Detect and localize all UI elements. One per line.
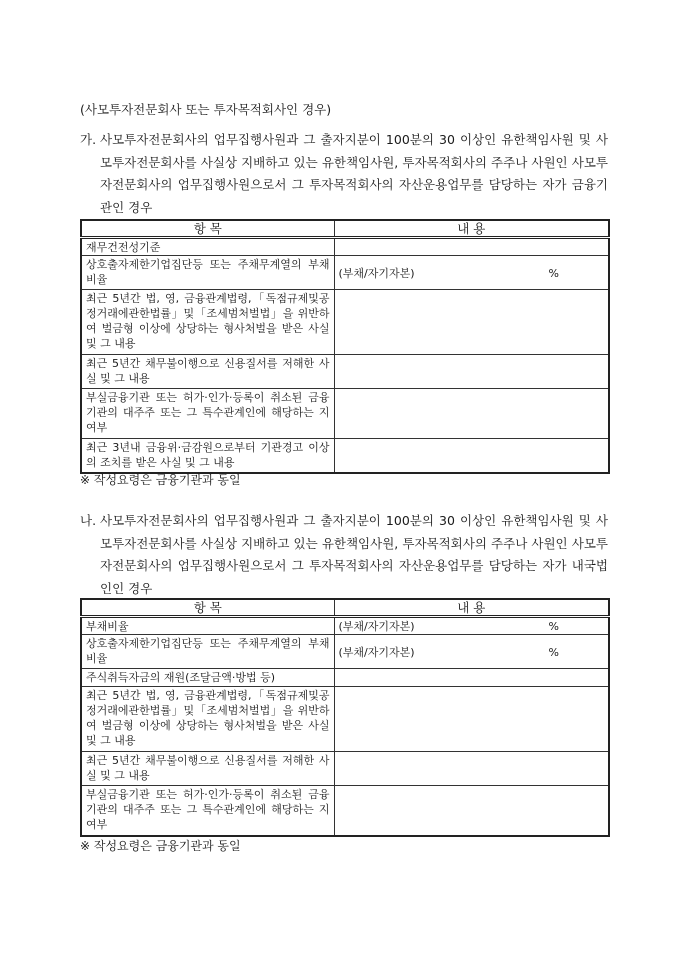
row-label: 부채비율 — [81, 617, 334, 635]
row-label: 최근 5년간 법, 영, 금융관계법령,「독점규제및공정거래에관한법률」및「조세범처벌법」을 위반하여 벌금형 이상에 상당하는 형사처벌을 받은 사실 및 그 내용 — [81, 290, 334, 355]
table-row — [81, 617, 609, 635]
table-row — [81, 752, 609, 786]
section-a-marker: 가. — [80, 132, 97, 147]
table-row — [81, 389, 609, 439]
section-b-paragraph — [80, 510, 608, 600]
table-row — [81, 786, 609, 836]
table-row — [81, 439, 609, 473]
section-a-text: 사모투자전문회사의 업무집행사원과 그 출자지분이 100분의 30 이상인 유한책임사원 및 사모투자전문회사를 사실상 지배하고 있는 유한책임사원, 투자목적회사의 주주나 사원인 사모투자전문회사의 업무집행사원으로서 그 투자목적회사의 자산운용업무를 담당하는 자가 금융기관인 경우 — [100, 132, 608, 215]
row-value-cell[interactable] — [334, 439, 609, 473]
section-heading: (사모투자전문회사 또는 투자목적회사인 경우) — [80, 102, 332, 117]
row-value-cell[interactable] — [334, 635, 609, 669]
row-label: 최근 5년간 채무불이행으로 신용질서를 저해한 사실 및 그 내용 — [81, 752, 334, 786]
row-value-cell[interactable] — [334, 617, 609, 635]
row-value-cell[interactable] — [334, 238, 609, 256]
section-b-text: 사모투자전문회사의 업무집행사원과 그 출자지분이 100분의 30 이상인 유한책임사원 및 사모투자전문회사를 사실상 지배하고 있는 유한책임사원, 투자목적회사의 주주나 사원인 사모투자전문회사의 업무집행사원으로서 그 투자목적회사의 자산운용업무를 담당하는 자가 내국법인인 경우 — [100, 513, 608, 596]
row-value-cell[interactable] — [334, 389, 609, 439]
table-header-row — [81, 220, 609, 238]
row-label: 최근 5년간 법, 영, 금융관계법령,「독점규제및공정거래에관한법률」및「조세범처벌법」을 위반하여 벌금형 이상에 상당하는 형사처벌을 받은 사실 및 그 내용 — [81, 687, 334, 752]
section-b-marker: 나. — [80, 513, 97, 528]
row-unit: % — [548, 266, 559, 280]
table-row — [81, 687, 609, 752]
table-header-row — [81, 599, 609, 617]
row-unit: % — [548, 645, 559, 659]
row-label: 상호출자제한기업집단등 또는 주채무계열의 부채비율 — [81, 635, 334, 669]
table-row — [81, 290, 609, 355]
section-b-note: ※ 작성요령은 금융기관과 동일 — [80, 839, 241, 853]
row-unit: % — [548, 620, 559, 633]
row-label: 부실금융기관 또는 허가·인가·등록이 취소된 금융기관의 대주주 또는 그 특수관계인에 해당하는 지 여부 — [81, 389, 334, 439]
row-label: 재무건전성기준 — [81, 238, 334, 256]
header-content: 내 용 — [334, 599, 609, 617]
row-value: (부채/자기자본) — [338, 620, 415, 633]
row-value: (부채/자기자본) — [338, 645, 415, 659]
table-row — [81, 355, 609, 389]
row-label: 최근 5년간 채무불이행으로 신용질서를 저해한 사실 및 그 내용 — [81, 355, 334, 389]
table-row — [81, 669, 609, 687]
table-row — [81, 238, 609, 256]
row-label: 주식취득자금의 재원(조달금액·방법 등) — [81, 669, 334, 687]
section-a-paragraph — [80, 129, 608, 219]
row-value-cell[interactable] — [334, 752, 609, 786]
row-value-cell[interactable] — [334, 355, 609, 389]
section-a-table — [80, 219, 610, 474]
row-label: 상호출자제한기업집단등 또는 주채무계열의 부채비율 — [81, 256, 334, 290]
row-value-cell[interactable] — [334, 256, 609, 290]
header-content: 내 용 — [334, 220, 609, 238]
table-row — [81, 256, 609, 290]
row-label: 최근 3년내 금융위·금감원으로부터 기관경고 이상의 조치를 받은 사실 및 그 내용 — [81, 439, 334, 473]
header-item: 항 목 — [81, 220, 334, 238]
row-value: (부채/자기자본) — [338, 266, 415, 280]
row-value-cell[interactable] — [334, 290, 609, 355]
section-a-note: ※ 작성요령은 금융기관과 동일 — [80, 473, 241, 487]
table-row — [81, 635, 609, 669]
header-item: 항 목 — [81, 599, 334, 617]
row-value-cell[interactable] — [334, 669, 609, 687]
row-value-cell[interactable] — [334, 786, 609, 836]
section-b-table — [80, 598, 610, 837]
row-value-cell[interactable] — [334, 687, 609, 752]
row-label: 부실금융기관 또는 허가·인가·등록이 취소된 금융기관의 대주주 또는 그 특수관계인에 해당하는 지 여부 — [81, 786, 334, 836]
